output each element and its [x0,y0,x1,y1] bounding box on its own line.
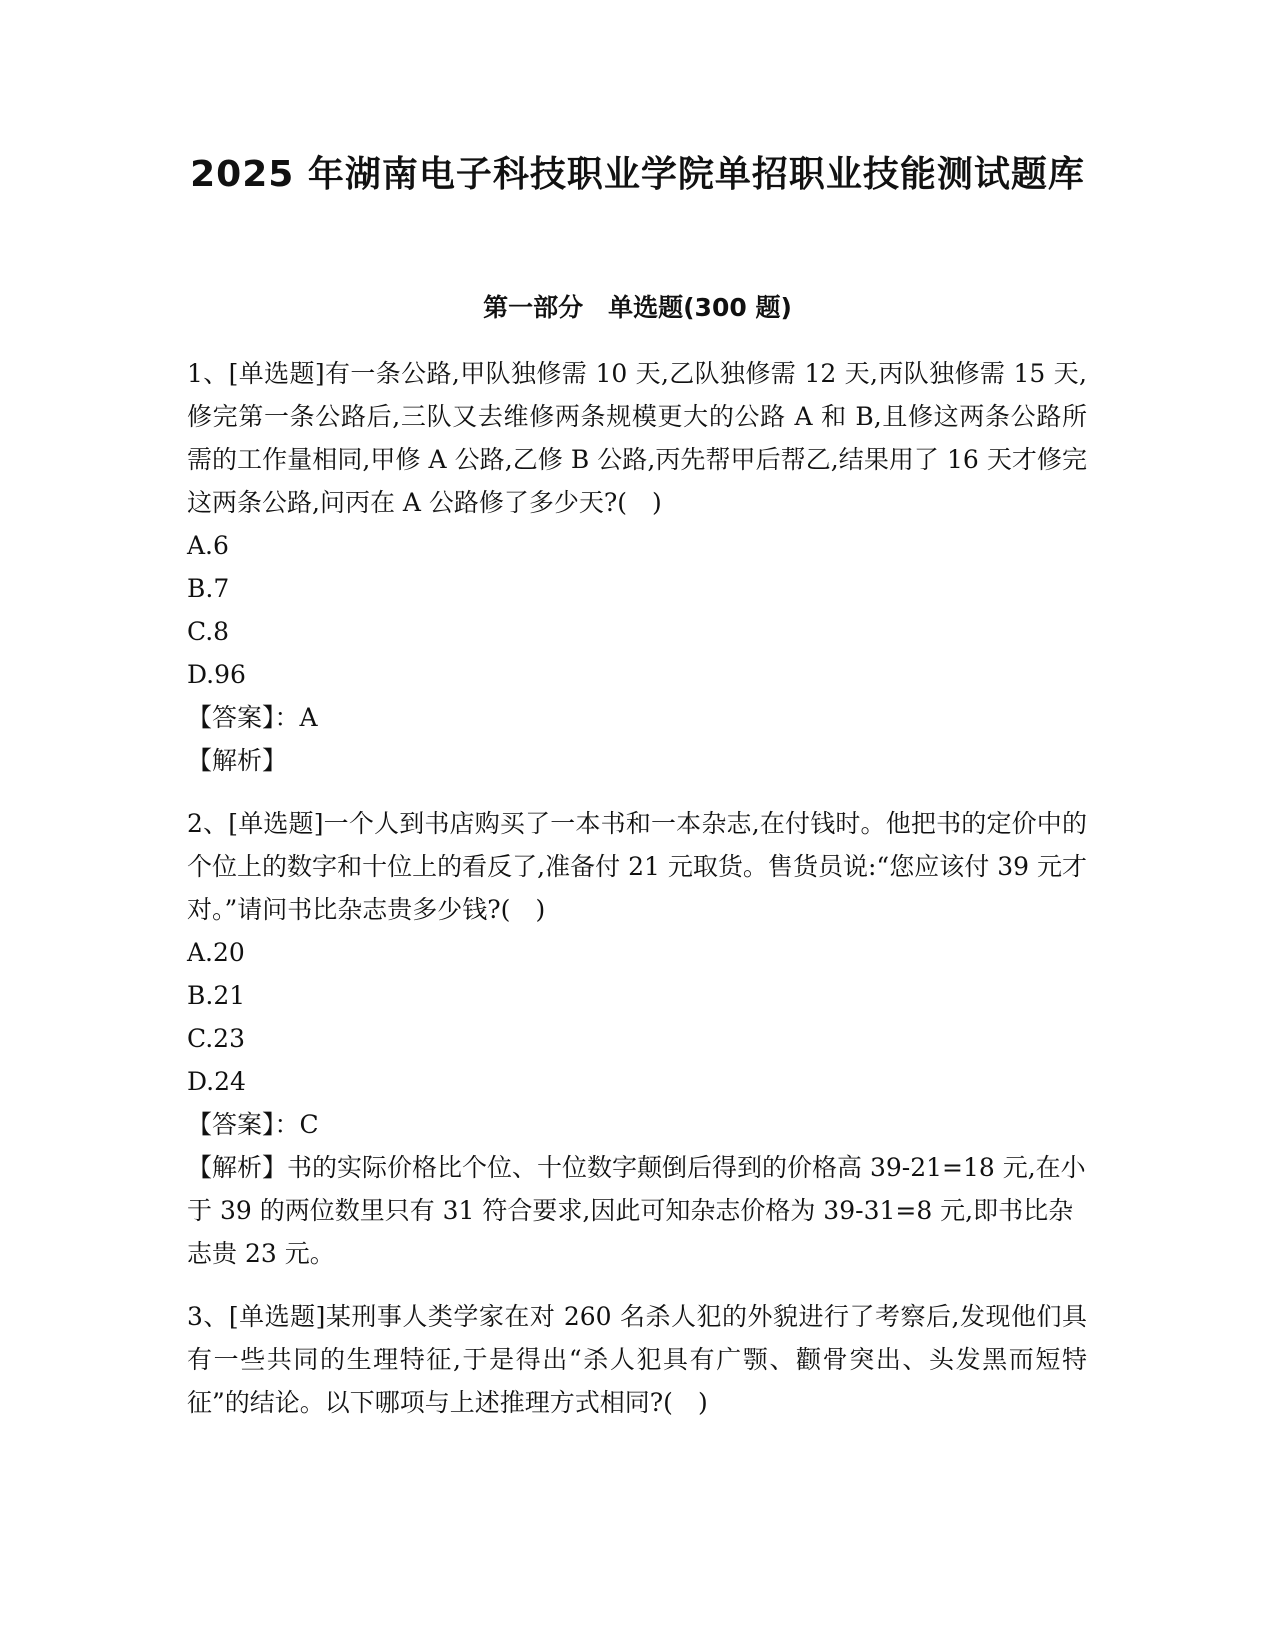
question-1 [187,352,1087,782]
option-a: A.6 [187,531,229,560]
answer-line: 【答案】：C [187,1110,319,1139]
question-stem: 2、[单选题]一个人到书店购买了一本书和一本杂志,在付钱时。他把书的定价中的个位上的数字和十位上的看反了,准备付 21 元取货。售货员说:“您应该付 39 元才对。”请问书比杂志贵多少钱?( ) [187,809,1087,924]
analysis-line: 【解析】 [187,746,288,775]
question-2 [187,802,1087,1275]
option-d: D.24 [187,1067,246,1096]
option-b: B.7 [187,574,230,603]
question-3 [187,1295,1087,1424]
option-b: B.21 [187,981,246,1010]
answer-line: 【答案】：A [187,703,318,732]
question-list [187,352,1087,1444]
analysis-line: 【解析】书的实际价格比个位、十位数字颠倒后得到的价格高 39-21=18 元,在小于 39 的两位数里只有 31 符合要求,因此可知杂志价格为 39-31=8 元,即书比杂志贵 23 元。 [187,1153,1086,1268]
option-a: A.20 [187,938,245,967]
document-title: 2025 年湖南电子科技职业学院单招职业技能测试题库 [190,154,1085,195]
question-stem: 1、[单选题]有一条公路,甲队独修需 10 天,乙队独修需 12 天,丙队独修需 15 天,修完第一条公路后,三队又去维修两条规模更大的公路 A 和 B,且修这两条公路所需的工作量相同,甲修 A 公路,乙修 B 公路,丙先帮甲后帮乙,结果用了 16 天才修完这两条公路,问丙在 A 公路修了多少天?( ) [187,359,1087,517]
option-c: C.23 [187,1024,245,1053]
question-stem: 3、[单选题]某刑事人类学家在对 260 名杀人犯的外貌进行了考察后,发现他们具有一些共同的生理特征,于是得出“杀人犯具有广颚、颧骨突出、头发黑而短特征”的结论。以下哪项与上述推理方式相同?( ) [187,1302,1087,1417]
option-d: D.96 [187,660,246,689]
option-c: C.8 [187,617,230,646]
section-title: 第一部分 单选题(300 题) [483,293,792,322]
